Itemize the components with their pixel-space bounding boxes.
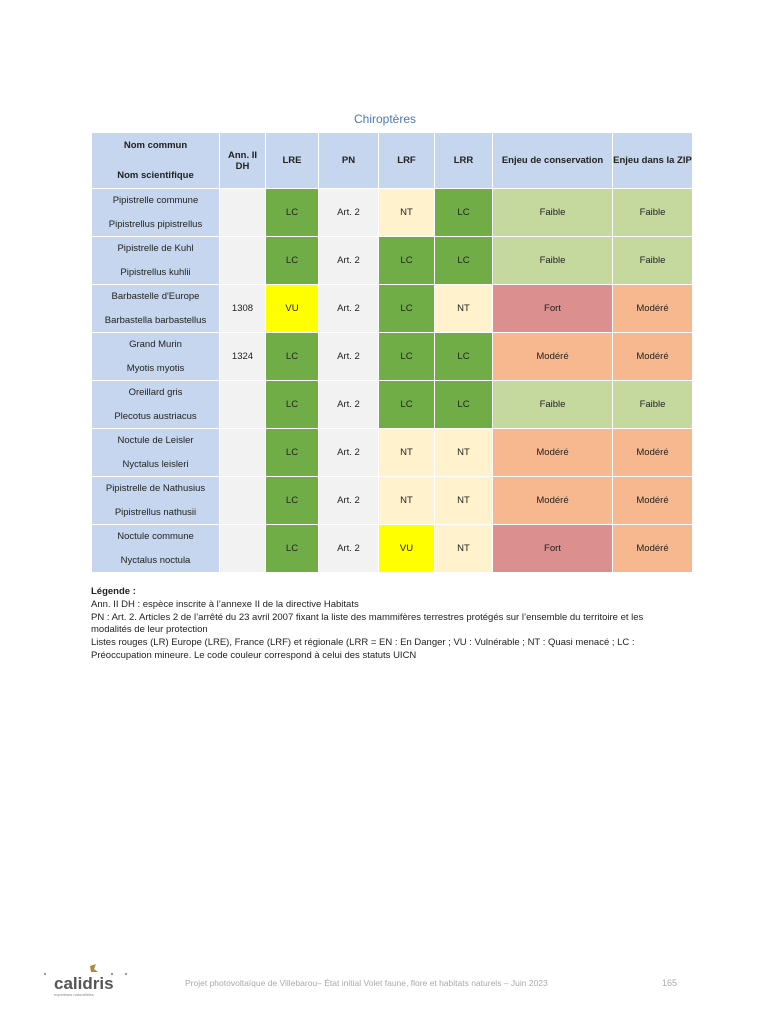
enjeu-conservation-cell: Modéré xyxy=(493,333,613,381)
scientific-name: Barbastella barbastellus xyxy=(104,314,207,326)
lrf-cell: NT xyxy=(379,429,435,477)
enjeu-zip-cell: Modéré xyxy=(613,477,693,525)
scientific-name: Nyctalus leisleri xyxy=(122,458,189,470)
enjeu-conservation-cell: Fort xyxy=(493,525,613,573)
table-row xyxy=(92,237,693,285)
enjeu-conservation-cell: Modéré xyxy=(493,477,613,525)
lrf-cell: LC xyxy=(379,333,435,381)
lrr-cell: LC xyxy=(435,381,493,429)
lre-cell: LC xyxy=(266,477,319,525)
logo-tagline: expertises naturalistes xyxy=(54,992,94,997)
pn-cell: Art. 2 xyxy=(319,381,379,429)
pn-cell: Art. 2 xyxy=(319,285,379,333)
scientific-name: Plecotus austriacus xyxy=(114,410,197,422)
lrr-cell: LC xyxy=(435,333,493,381)
common-name: Oreillard gris xyxy=(128,387,183,399)
header-lrf: LRF xyxy=(379,133,435,189)
enjeu-conservation-cell: Modéré xyxy=(493,429,613,477)
ann-dh-cell xyxy=(220,237,266,285)
ann-dh-cell: 1308 xyxy=(220,285,266,333)
lrr-cell: NT xyxy=(435,429,493,477)
footer-text: Projet photovoltaïque de Villebarou– État initial Volet faune, flore et habitats naturels – Juin 2023 xyxy=(185,978,548,988)
logo-text: calidris xyxy=(54,974,114,993)
scientific-name: Pipistrellus kuhlii xyxy=(120,266,191,278)
table-row xyxy=(92,189,693,237)
table-row xyxy=(92,525,693,573)
lrr-cell: NT xyxy=(435,525,493,573)
lrf-cell: LC xyxy=(379,285,435,333)
legend-title: Légende : xyxy=(91,586,136,597)
scientific-name: Pipistrellus pipistrellus xyxy=(108,218,203,230)
header-nom-scientifique: Nom scientifique xyxy=(117,170,194,181)
species-name-cell xyxy=(92,237,220,285)
lrf-cell: NT xyxy=(379,477,435,525)
common-name: Noctule de Leisler xyxy=(117,435,194,447)
table-row xyxy=(92,285,693,333)
table-row xyxy=(92,381,693,429)
pn-cell: Art. 2 xyxy=(319,333,379,381)
ann-dh-cell xyxy=(220,477,266,525)
ann-dh-cell xyxy=(220,429,266,477)
header-nom-commun: Nom commun xyxy=(123,140,188,151)
lre-cell: LC xyxy=(266,381,319,429)
lre-cell: LC xyxy=(266,429,319,477)
lrr-cell: NT xyxy=(435,285,493,333)
lrr-cell: NT xyxy=(435,477,493,525)
header-enjeu-zip: Enjeu dans la ZIP xyxy=(613,133,693,189)
legend-line: PN : Art. 2. Articles 2 de l’arrêté du 23 avril 2007 fixant la liste des mammifères terrestres protégés sur l’ensemble du territoire et les modalités de leur protection xyxy=(91,611,644,636)
legend xyxy=(91,586,671,663)
enjeu-zip-cell: Modéré xyxy=(613,285,693,333)
pn-cell: Art. 2 xyxy=(319,477,379,525)
common-name: Pipistrelle commune xyxy=(112,195,199,207)
header-lrr: LRR xyxy=(435,133,493,189)
scientific-name: Nyctalus noctula xyxy=(120,554,191,566)
lrf-cell: NT xyxy=(379,189,435,237)
table-caption: Chiroptères xyxy=(353,112,417,126)
enjeu-zip-cell: Faible xyxy=(613,189,693,237)
lre-cell: LC xyxy=(266,333,319,381)
lrr-cell: LC xyxy=(435,189,493,237)
table-row xyxy=(92,477,693,525)
common-name: Grand Murin xyxy=(129,339,182,351)
chiroptera-table xyxy=(91,132,693,573)
ann-dh-cell xyxy=(220,189,266,237)
enjeu-zip-cell: Modéré xyxy=(613,429,693,477)
enjeu-zip-cell: Modéré xyxy=(613,525,693,573)
header-lre: LRE xyxy=(266,133,319,189)
scientific-name: Pipistrellus nathusii xyxy=(114,506,197,518)
lrf-cell: LC xyxy=(379,381,435,429)
scientific-name: Myotis myotis xyxy=(126,362,185,374)
lrf-cell: VU xyxy=(379,525,435,573)
species-name-cell xyxy=(92,333,220,381)
lre-cell: LC xyxy=(266,189,319,237)
species-name-cell xyxy=(92,477,220,525)
table-row xyxy=(92,429,693,477)
common-name: Barbastelle d'Europe xyxy=(111,291,200,303)
species-name-cell xyxy=(92,429,220,477)
ann-dh-cell xyxy=(220,381,266,429)
lre-cell: VU xyxy=(266,285,319,333)
calidris-logo xyxy=(40,962,140,1002)
enjeu-zip-cell: Faible xyxy=(613,381,693,429)
species-name-cell xyxy=(92,525,220,573)
header-ann-dh: Ann. II DH xyxy=(220,133,266,189)
enjeu-conservation-cell: Faible xyxy=(493,381,613,429)
species-name-cell xyxy=(92,285,220,333)
pn-cell: Art. 2 xyxy=(319,237,379,285)
legend-line: Ann. II DH : espèce inscrite à l’annexe II de la directive Habitats xyxy=(91,598,359,610)
legend-line: Listes rouges (LR) Europe (LRE), France (LRF) et régionale (LRR = EN : En Danger ; VU : Vulnérable ; NT : Quasi menacé ; LC : Préoccupation mineure. Le code couleur correspond à celui des statuts UICN xyxy=(91,637,635,662)
lrr-cell: LC xyxy=(435,237,493,285)
table-row xyxy=(92,333,693,381)
lre-cell: LC xyxy=(266,237,319,285)
header-name xyxy=(92,133,220,189)
enjeu-zip-cell: Modéré xyxy=(613,333,693,381)
ann-dh-cell: 1324 xyxy=(220,333,266,381)
header-enjeu-conservation: Enjeu de conservation xyxy=(493,133,613,189)
pn-cell: Art. 2 xyxy=(319,525,379,573)
page-number: 165 xyxy=(662,978,678,988)
species-name-cell xyxy=(92,189,220,237)
header-row xyxy=(92,133,693,189)
pn-cell: Art. 2 xyxy=(319,189,379,237)
lre-cell: LC xyxy=(266,525,319,573)
lrf-cell: LC xyxy=(379,237,435,285)
header-pn: PN xyxy=(319,133,379,189)
common-name: Noctule commune xyxy=(117,531,194,543)
enjeu-conservation-cell: Fort xyxy=(493,285,613,333)
common-name: Pipistrelle de Kuhl xyxy=(117,243,194,255)
ann-dh-cell xyxy=(220,525,266,573)
pn-cell: Art. 2 xyxy=(319,429,379,477)
common-name: Pipistrelle de Nathusius xyxy=(105,483,206,495)
species-name-cell xyxy=(92,381,220,429)
enjeu-conservation-cell: Faible xyxy=(493,237,613,285)
enjeu-zip-cell: Faible xyxy=(613,237,693,285)
enjeu-conservation-cell: Faible xyxy=(493,189,613,237)
